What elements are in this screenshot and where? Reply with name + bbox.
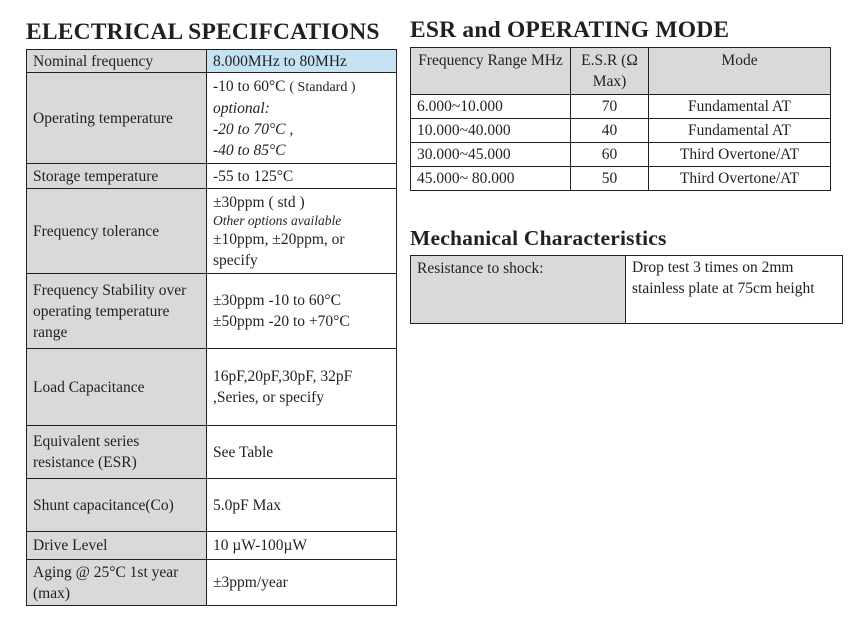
label-nominal-frequency: Nominal frequency: [27, 50, 207, 73]
row-drive-level: [27, 532, 397, 560]
freq-stab-line-2: ±50ppm -20 to +70°C: [213, 313, 350, 330]
op-temp-standard-note: ( Standard ): [289, 79, 356, 95]
cell-range: 6.000~10.000: [411, 95, 571, 119]
cell-esr: 70: [571, 95, 649, 119]
label-shunt-capacitance: Shunt capacitance(Co): [27, 479, 207, 532]
row-esr: [27, 426, 397, 479]
table-row: [411, 119, 831, 143]
freq-tol-other-note: Other options available: [213, 212, 342, 228]
row-load-capacitance: [27, 349, 397, 426]
label-operating-temperature: Operating temperature: [27, 73, 207, 164]
label-esr: Equivalent series resistance (ESR): [27, 426, 207, 479]
table-row: [411, 143, 831, 167]
cell-mode: Third Overtone/AT: [649, 167, 831, 191]
cell-esr: 40: [571, 119, 649, 143]
label-storage-temperature: Storage temperature: [27, 164, 207, 189]
row-operating-temperature: [27, 73, 397, 164]
cell-esr: 50: [571, 167, 649, 191]
mechanical-characteristics-heading: Mechanical Characteristics: [410, 226, 667, 250]
table-row: [411, 95, 831, 119]
value-operating-temperature: [207, 73, 397, 164]
cell-mode: Third Overtone/AT: [649, 143, 831, 167]
value-drive-level: 10 µW-100µW: [207, 532, 397, 560]
cell-range: 10.000~40.000: [411, 119, 571, 143]
electrical-specifications-heading: ELECTRICAL SPECIFCATIONS: [26, 19, 380, 45]
row-storage-temperature: [27, 164, 397, 189]
header-frequency-range: Frequency Range MHz: [411, 48, 571, 95]
label-aging: Aging @ 25°C 1st year (max): [27, 560, 207, 606]
row-frequency-stability: [27, 274, 397, 349]
row-nominal-frequency: [27, 50, 397, 73]
value-shunt-capacitance: 5.0pF Max: [207, 479, 397, 532]
label-frequency-tolerance: Frequency tolerance: [27, 189, 207, 274]
table-row: [411, 167, 831, 191]
op-temp-standard-range: -10 to 60°C: [213, 77, 286, 95]
row-aging: [27, 560, 397, 606]
label-load-capacitance: Load Capacitance: [27, 349, 207, 426]
freq-stab-line-1: ±30ppm -10 to 60°C: [213, 292, 341, 309]
cell-range: 45.000~ 80.000: [411, 167, 571, 191]
op-temp-option-1: -20 to 70°C ,: [213, 120, 294, 138]
op-temp-optional-label: optional:: [213, 99, 270, 117]
row-frequency-tolerance: [27, 189, 397, 274]
esr-operating-mode-heading: ESR and OPERATING MODE: [410, 17, 730, 43]
value-frequency-tolerance: [207, 189, 397, 274]
header-esr: E.S.R (Ω Max): [571, 48, 649, 95]
label-frequency-stability: Frequency Stability over operating temperature range: [27, 274, 207, 349]
value-load-capacitance: 16pF,20pF,30pF, 32pF ,Series, or specify: [207, 349, 397, 426]
esr-table-header: [411, 48, 831, 95]
row-shunt-capacitance: [27, 479, 397, 532]
cell-mode: Fundamental AT: [649, 95, 831, 119]
value-esr: See Table: [207, 426, 397, 479]
freq-tol-standard: ±30ppm ( std ): [213, 193, 305, 211]
label-resistance-to-shock: Resistance to shock:: [411, 256, 626, 324]
value-resistance-to-shock: Drop test 3 times on 2mm stainless plate at 75cm height: [626, 256, 843, 324]
value-aging: ±3ppm/year: [207, 560, 397, 606]
value-frequency-stability: [207, 274, 397, 349]
label-drive-level: Drive Level: [27, 532, 207, 560]
freq-tol-options: ±10ppm, ±20ppm, or specify: [213, 230, 345, 269]
header-mode: Mode: [649, 48, 831, 95]
esr-mode-table: [410, 47, 831, 191]
value-nominal-frequency: 8.000MHz to 80MHz: [207, 50, 397, 73]
value-storage-temperature: -55 to 125°C: [207, 164, 397, 189]
cell-range: 30.000~45.000: [411, 143, 571, 167]
cell-esr: 60: [571, 143, 649, 167]
cell-mode: Fundamental AT: [649, 119, 831, 143]
row-resistance-to-shock: [411, 256, 843, 324]
mechanical-table: [410, 255, 843, 324]
op-temp-option-2: -40 to 85°C: [213, 141, 286, 159]
electrical-spec-table: [26, 49, 397, 606]
